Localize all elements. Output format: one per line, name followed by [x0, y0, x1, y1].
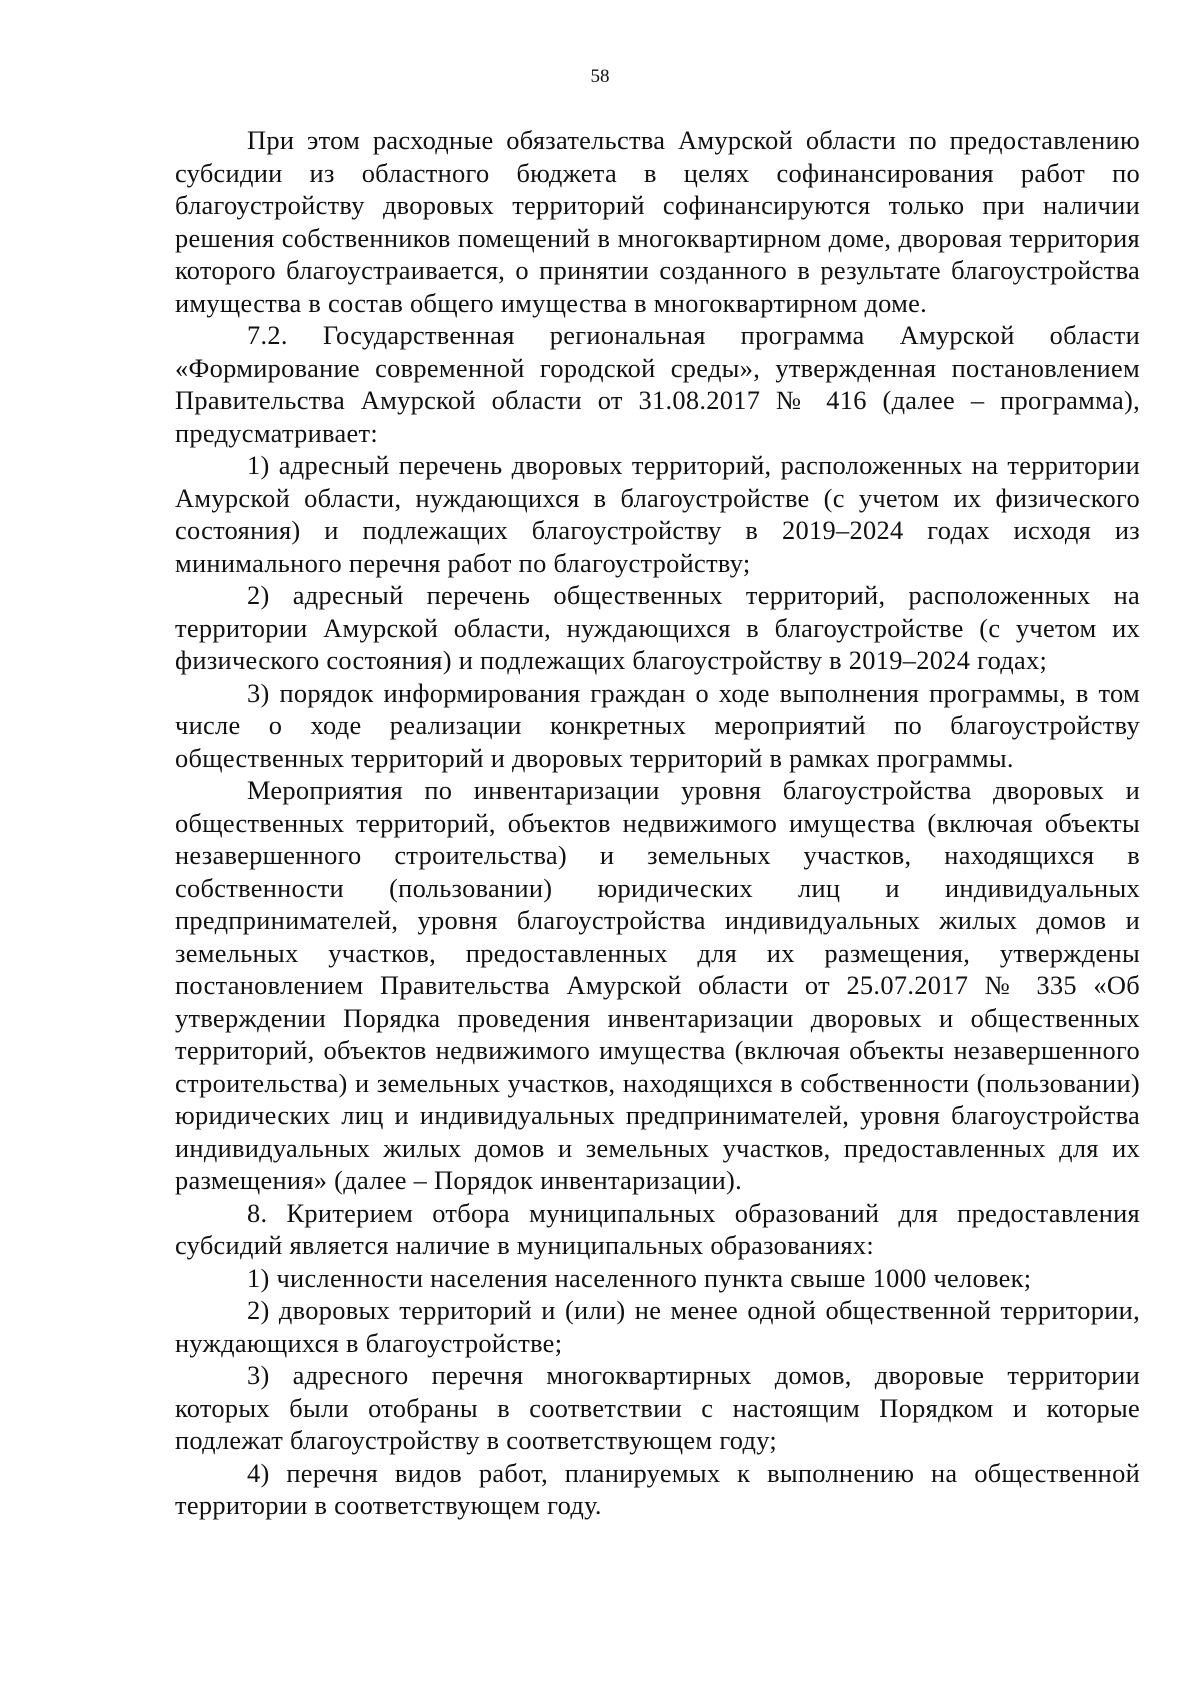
list-item-work-types: 4) перечня видов работ, планируемых к выполнению на общественной территории в соответствующем году. — [175, 1457, 1140, 1520]
document-body — [175, 124, 1140, 1522]
paragraph-expense-obligations: При этом расходные обязательства Амурской области по предоставлению субсидии из областного бюджета в целях софинансирования работ по благоустройству дворовых территорий софинансируются только при наличии решения собственников помещений в многоквартирном доме, дворовая территория которого благоустраивается, о принятии созданного в результате благоустройства имущества в состав общего имущества в многоквартирном доме. — [175, 125, 1140, 318]
list-item-territories-in-need: 2) дворовых территорий и (или) не менее одной общественной территории, нуждающихся в благоустройстве; — [175, 1295, 1140, 1358]
page-number: 58 — [590, 66, 610, 87]
list-item-yard-territories: 1) адресный перечень дворовых территорий, расположенных на территории Амурской области, нуждающихся в благоустройстве (с учетом их физического состояния) и подлежащих благоустройству в 2019–2024 годах исходя из минимального перечня работ по благоустройству; — [175, 450, 1140, 578]
list-item-apartment-houses-list: 3) адресного перечня многоквартирных домов, дворовые территории которых были отобраны в соответствии с настоящим Порядком и которые подлежат благоустройству в соответствующем году; — [175, 1360, 1140, 1455]
list-item-informing-citizens: 3) порядок информирования граждан о ходе выполнения программы, в том числе о ходе реализации конкретных мероприятий по благоустройству общественных территорий и дворовых территорий в рамках программы. — [175, 677, 1140, 773]
list-item-population: 1) численности населения населенного пункта свыше 1000 человек; — [247, 1262, 1032, 1293]
paragraph-7-2-program: 7.2. Государственная региональная программа Амурской области «Формирование современной городской среды», утвержденная постановлением Правительства Амурской области от 31.08.2017 № 416 (далее – программа), предусматривает: — [175, 320, 1140, 448]
paragraph-8-selection-criterion: 8. Критерием отбора муниципальных образований для предоставления субсидий является наличие в муниципальных образованиях: — [175, 1197, 1140, 1260]
list-item-public-territories: 2) адресный перечень общественных территорий, расположенных на территории Амурской области, нуждающихся в благоустройстве (с учетом их физического состояния) и подлежащих благоустройству в 2019–2024 годах; — [175, 580, 1140, 675]
paragraph-inventory-measures: Мероприятия по инвентаризации уровня благоустройства дворовых и общественных территорий, объектов недвижимого имущества (включая объекты незавершенного строительства) и земельных участков, находящихся в собственности (пользовании) юридических лиц и индивидуальных предпринимателей, уровня благоустройства индивидуальных жилых домов и земельных участков, предоставленных для их размещения, утверждены постановлением Правительства Амурской области от 25.07.2017 № 335 «Об утверждении Порядка проведения инвентаризации дворовых и общественных территорий, объектов недвижимого имущества (включая объекты незавершенного строительства) и земельных участков, находящихся в собственности (пользовании) юридических лиц и индивидуальных предпринимателей, уровня благоустройства индивидуальных жилых домов и земельных участков, предоставленных для их размещения» (далее – Порядок инвентаризации). — [175, 775, 1140, 1195]
